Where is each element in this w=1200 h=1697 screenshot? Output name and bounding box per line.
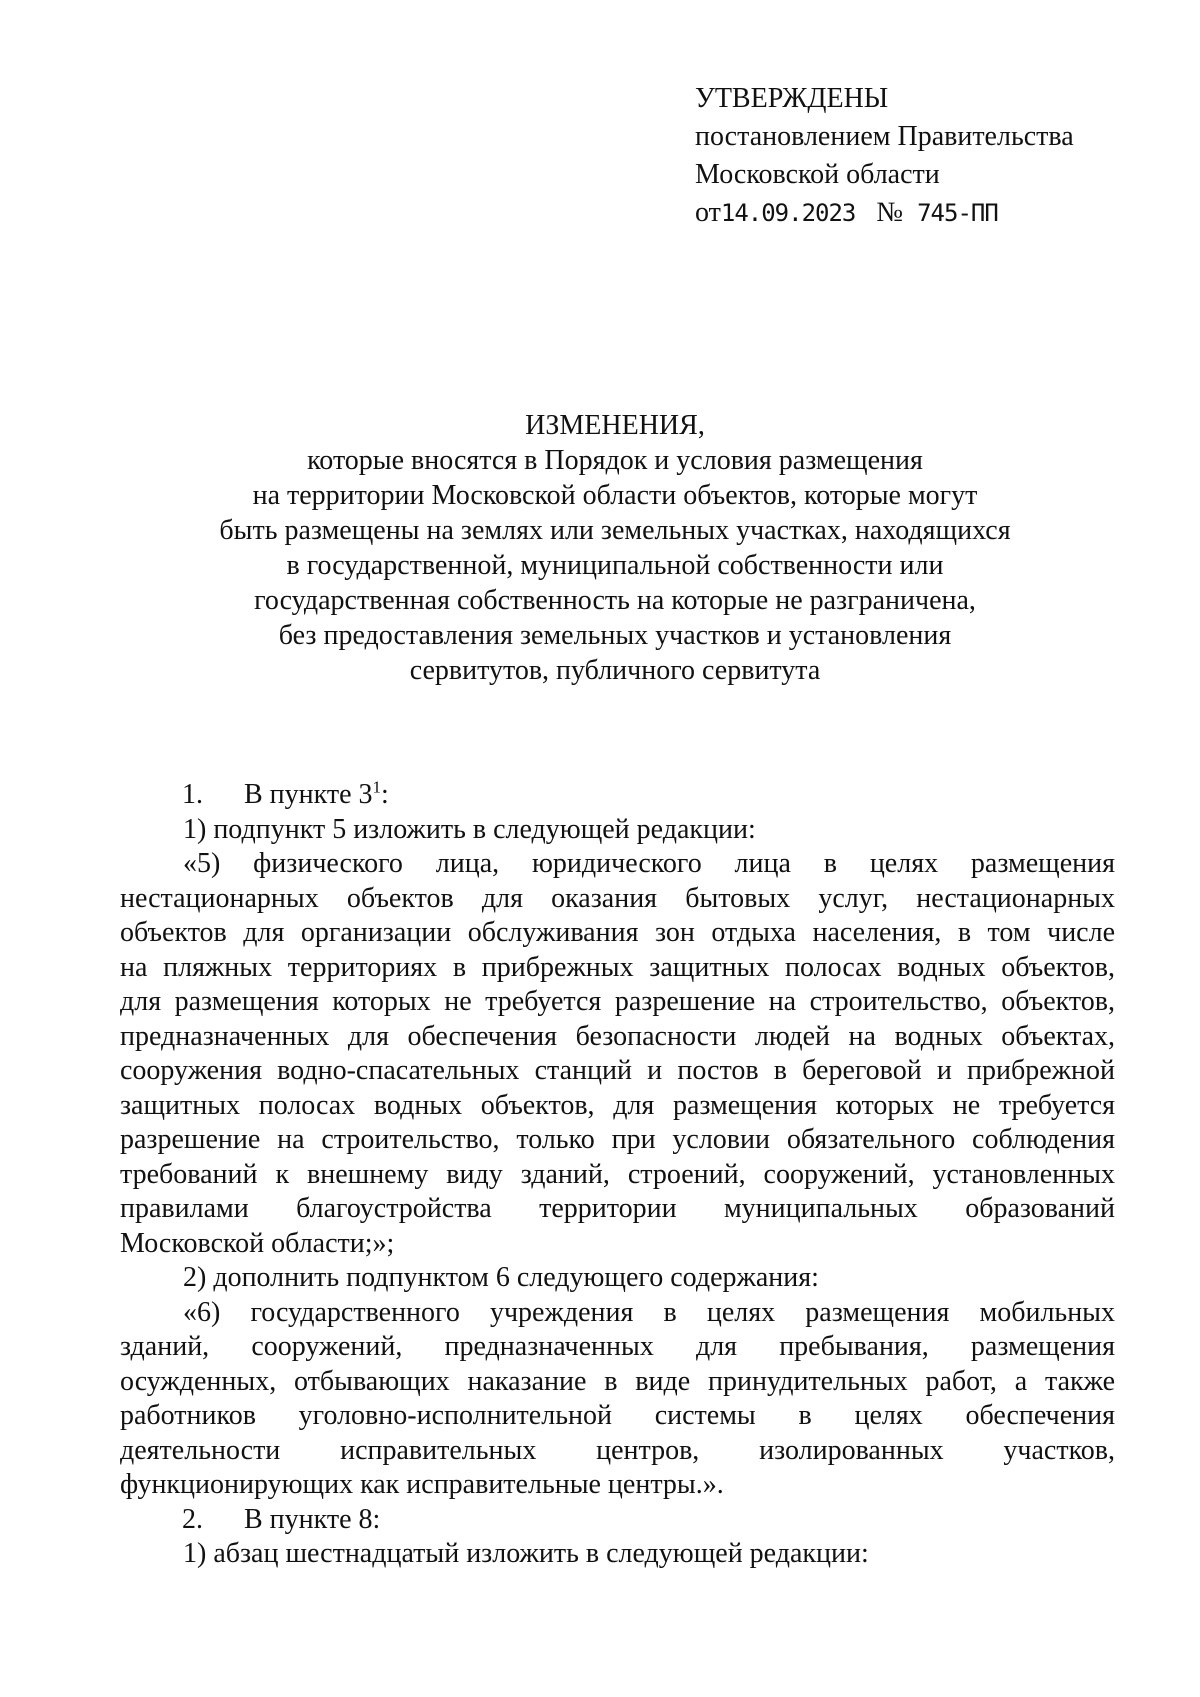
document-title	[120, 408, 1110, 688]
clause-superscript: 1	[372, 777, 382, 797]
clause-colon: :	[381, 779, 389, 810]
quote-6-line: осужденных, отбывающих наказание в виде принудительных работ, а также	[120, 1365, 1115, 1397]
subclause-1-2: 2) дополнить подпунктом 6 следующего содержания:	[183, 1262, 819, 1293]
quote-5-line: для размещения которых не требуется разрешение на строительство, объектов,	[120, 986, 1115, 1017]
approval-line-region: Московской области	[695, 159, 940, 190]
quote-5-line: разрешение на строительство, только при условии обязательного соблюдения	[120, 1124, 1115, 1155]
approval-date-prefix: от	[695, 197, 721, 228]
approval-line-resolution: постановлением Правительства	[695, 121, 1074, 152]
quote-5-line: требований к внешнему виду зданий, строений, сооружений, установленных	[120, 1158, 1115, 1190]
title-heading: ИЗМЕНЕНИЯ,	[525, 410, 705, 441]
title-line: на территории Московской области объектов, которые могут	[252, 480, 978, 511]
quote-5-line: сооружения водно-спасательных станций и постов в береговой и прибрежной	[120, 1055, 1115, 1086]
approval-date: 14.09.2023	[720, 199, 856, 227]
title-line: быть размещены на землях или земельных участках, находящихся	[219, 515, 1011, 546]
clause-1-heading	[120, 778, 1115, 813]
quote-5-line: предназначенных для обеспечения безопасности людей на водных объектах,	[120, 1020, 1115, 1052]
quote-5-line: объектов для организации обслуживания зон отдыха населения, в том числе	[120, 917, 1115, 948]
document-body	[120, 778, 1115, 1572]
approval-date-line	[695, 194, 1074, 232]
quote-6-line: деятельности исправительных центров, изолированных участков,	[120, 1434, 1115, 1466]
approval-stamp-block	[695, 80, 1074, 232]
quote-5-line: правилами благоустройства территории муниципальных образований	[120, 1193, 1115, 1224]
quote-5-line: нестационарных объектов для оказания бытовых услуг, нестационарных	[120, 882, 1115, 914]
quote-5-line: «5) физического лица, юридического лица в целях размещения	[183, 848, 1115, 879]
quote-5-line: на пляжных территориях в прибрежных защитных полосах водных объектов,	[120, 951, 1115, 983]
subclause-2-1: 1) абзац шестнадцатый изложить в следующей редакции:	[183, 1538, 869, 1569]
quote-6-last-line: функционирующих как исправительные центры.».	[120, 1469, 724, 1500]
approval-number-prefix: №	[876, 197, 904, 228]
clause-number: 1.	[182, 779, 203, 810]
quote-6-line: работников уголовно-исполнительной системы в целях обеспечения	[120, 1400, 1115, 1431]
title-line: сервитутов, публичного сервитута	[409, 655, 821, 686]
title-line: без предоставления земельных участков и установления	[278, 620, 952, 651]
quote-6-line: «6) государственного учреждения в целях размещения мобильных	[183, 1296, 1115, 1328]
title-line: которые вносятся в Порядок и условия размещения	[307, 445, 923, 476]
title-line: в государственной, муниципальной собственности или	[286, 550, 944, 581]
quote-6-line: зданий, сооружений, предназначенных для пребывания, размещения	[120, 1331, 1115, 1362]
quote-5-line: защитных полосах водных объектов, для размещения которых не требуется	[120, 1089, 1115, 1121]
subclause-1-1: 1) подпункт 5 изложить в следующей редакции:	[183, 813, 756, 845]
title-line: государственная собственность на которые не разграничена,	[254, 585, 976, 616]
approval-number: 745-ПП	[917, 199, 998, 227]
approval-heading: УТВЕРЖДЕНЫ	[695, 83, 889, 114]
clause-text: В пункте 8:	[244, 1503, 381, 1535]
clause-2-heading	[120, 1503, 1115, 1538]
clause-text: В пункте 3	[244, 779, 373, 810]
clause-number: 2.	[182, 1503, 203, 1535]
quote-5-last-line: Московской области;»;	[120, 1227, 395, 1259]
